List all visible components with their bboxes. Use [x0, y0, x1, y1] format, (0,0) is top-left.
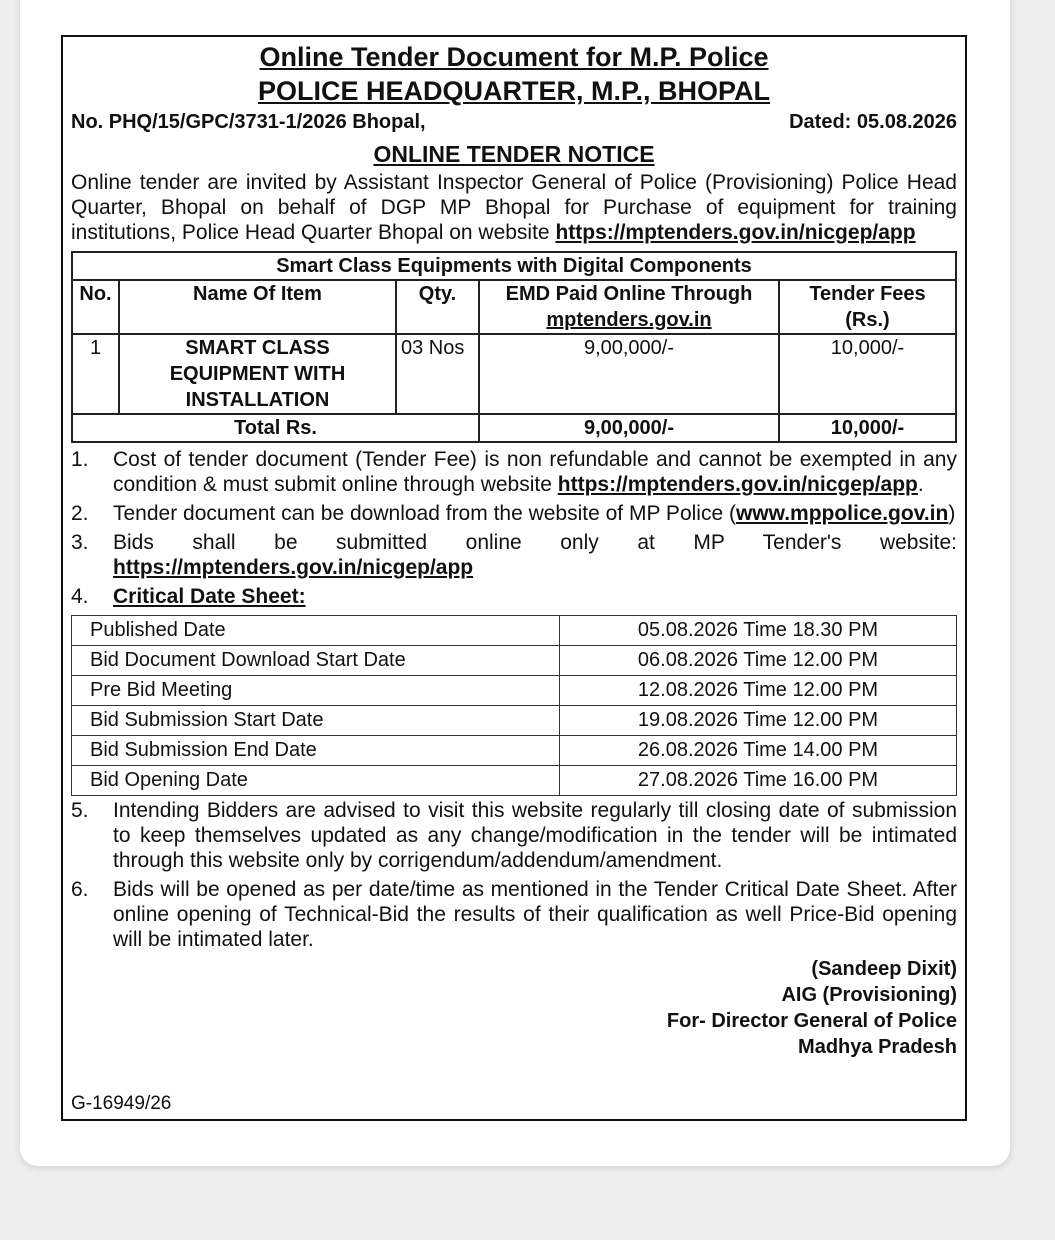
col-name: Name Of Item	[119, 280, 396, 334]
total-fees: 10,000/-	[779, 414, 956, 442]
mppolice-link[interactable]: www.mppolice.gov.in	[735, 502, 949, 525]
notes-list-a	[71, 447, 957, 609]
signatory-state: Madhya Pradesh	[798, 1036, 957, 1058]
reference-number: No. PHQ/15/GPC/3731-1/2026 Bhopal,	[71, 111, 426, 133]
item-no: 1	[72, 334, 119, 414]
item-fees: 10,000/-	[779, 334, 956, 414]
list-item: 4. Critical Date Sheet:	[71, 585, 306, 608]
tender-notice	[61, 35, 967, 1121]
dated: Dated: 05.08.2026	[789, 111, 957, 133]
list-item: 2. Tender document can be download from the website of MP Police (www.mppolice.gov.in)	[71, 502, 956, 525]
list-item: 6. Bids will be opened as per date/time as mentioned in the Tender Critical Date Sheet. After online opening of Technical-Bid the results of their qualification as well Price-Bid opening will be intimated later.	[71, 878, 957, 951]
table-row	[72, 334, 956, 414]
col-fees: Tender Fees (Rs.)	[779, 280, 956, 334]
item-name: SMART CLASS EQUIPMENT WITH INSTALLATION	[119, 334, 396, 414]
table-row: Bid Document Download Start Date 06.08.2026 Time 12.00 PM	[72, 646, 957, 676]
critical-date-table	[71, 615, 957, 796]
table-row: Bid Submission Start Date 19.08.2026 Time 12.00 PM	[72, 706, 957, 736]
list-item: 3. Bids shall be submitted online only at MP Tender's website: https://mptenders.gov.in/nicgep/app	[71, 531, 957, 579]
items-table-header	[72, 280, 956, 334]
items-table	[71, 251, 957, 443]
table-row: Pre Bid Meeting 12.08.2026 Time 12.00 PM	[72, 676, 957, 706]
tender-link[interactable]: https://mptenders.gov.in/nicgep/app	[113, 556, 474, 579]
items-table-caption: Smart Class Equipments with Digital Components	[72, 252, 956, 280]
list-item: 1. Cost of tender document (Tender Fee) is non refundable and cannot be exempted in any condition & must submit online through website https://mptenders.gov.in/nicgep/app.	[71, 448, 957, 496]
notes-list-b	[71, 798, 957, 952]
tender-link[interactable]: https://mptenders.gov.in/nicgep/app	[557, 473, 918, 496]
table-row: Published Date 05.08.2026 Time 18.30 PM	[72, 616, 957, 646]
reference-row	[71, 110, 957, 134]
item-emd: 9,00,000/-	[479, 334, 779, 414]
signatory-for: For- Director General of Police	[666, 1010, 957, 1032]
table-row: Bid Submission End Date 26.08.2026 Time 14.00 PM	[72, 736, 957, 766]
list-item: 5. Intending Bidders are advised to visit this website regularly till closing date of submission to keep themselves updated as any change/modification in the tender will be intimated through this website only by corrigendum/addendum/amendment.	[71, 799, 957, 872]
document-code: G-16949/26	[71, 1093, 172, 1114]
document-subtitle: POLICE HEADQUARTER, M.P., BHOPAL	[257, 76, 771, 106]
intro-link[interactable]: https://mptenders.gov.in/nicgep/app	[555, 221, 916, 244]
total-label: Total Rs.	[72, 414, 479, 442]
critical-date-heading: Critical Date Sheet:	[113, 585, 306, 608]
intro-text: Online tender are invited by Assistant Inspector General of Police (Provisioning) Police Head Quarter, Bhopal on behalf of DGP MP Bhopal for Purchase of equipment for training institutions, Police Head Quarter Bhopal on website	[71, 171, 957, 244]
item-qty: 03 Nos	[396, 334, 479, 414]
intro-paragraph	[71, 170, 957, 245]
col-emd: EMD Paid Online Through mptenders.gov.in	[479, 280, 779, 334]
signature-block	[71, 956, 957, 1060]
col-no: No.	[72, 280, 119, 334]
signatory-name: (Sandeep Dixit)	[811, 958, 957, 980]
document-title: Online Tender Document for M.P. Police	[259, 42, 769, 72]
total-row	[72, 414, 956, 442]
col-qty: Qty.	[396, 280, 479, 334]
signatory-designation: AIG (Provisioning)	[781, 984, 957, 1006]
notice-heading: ONLINE TENDER NOTICE	[373, 141, 655, 167]
table-row: Bid Opening Date 27.08.2026 Time 16.00 PM	[72, 766, 957, 796]
total-emd: 9,00,000/-	[479, 414, 779, 442]
